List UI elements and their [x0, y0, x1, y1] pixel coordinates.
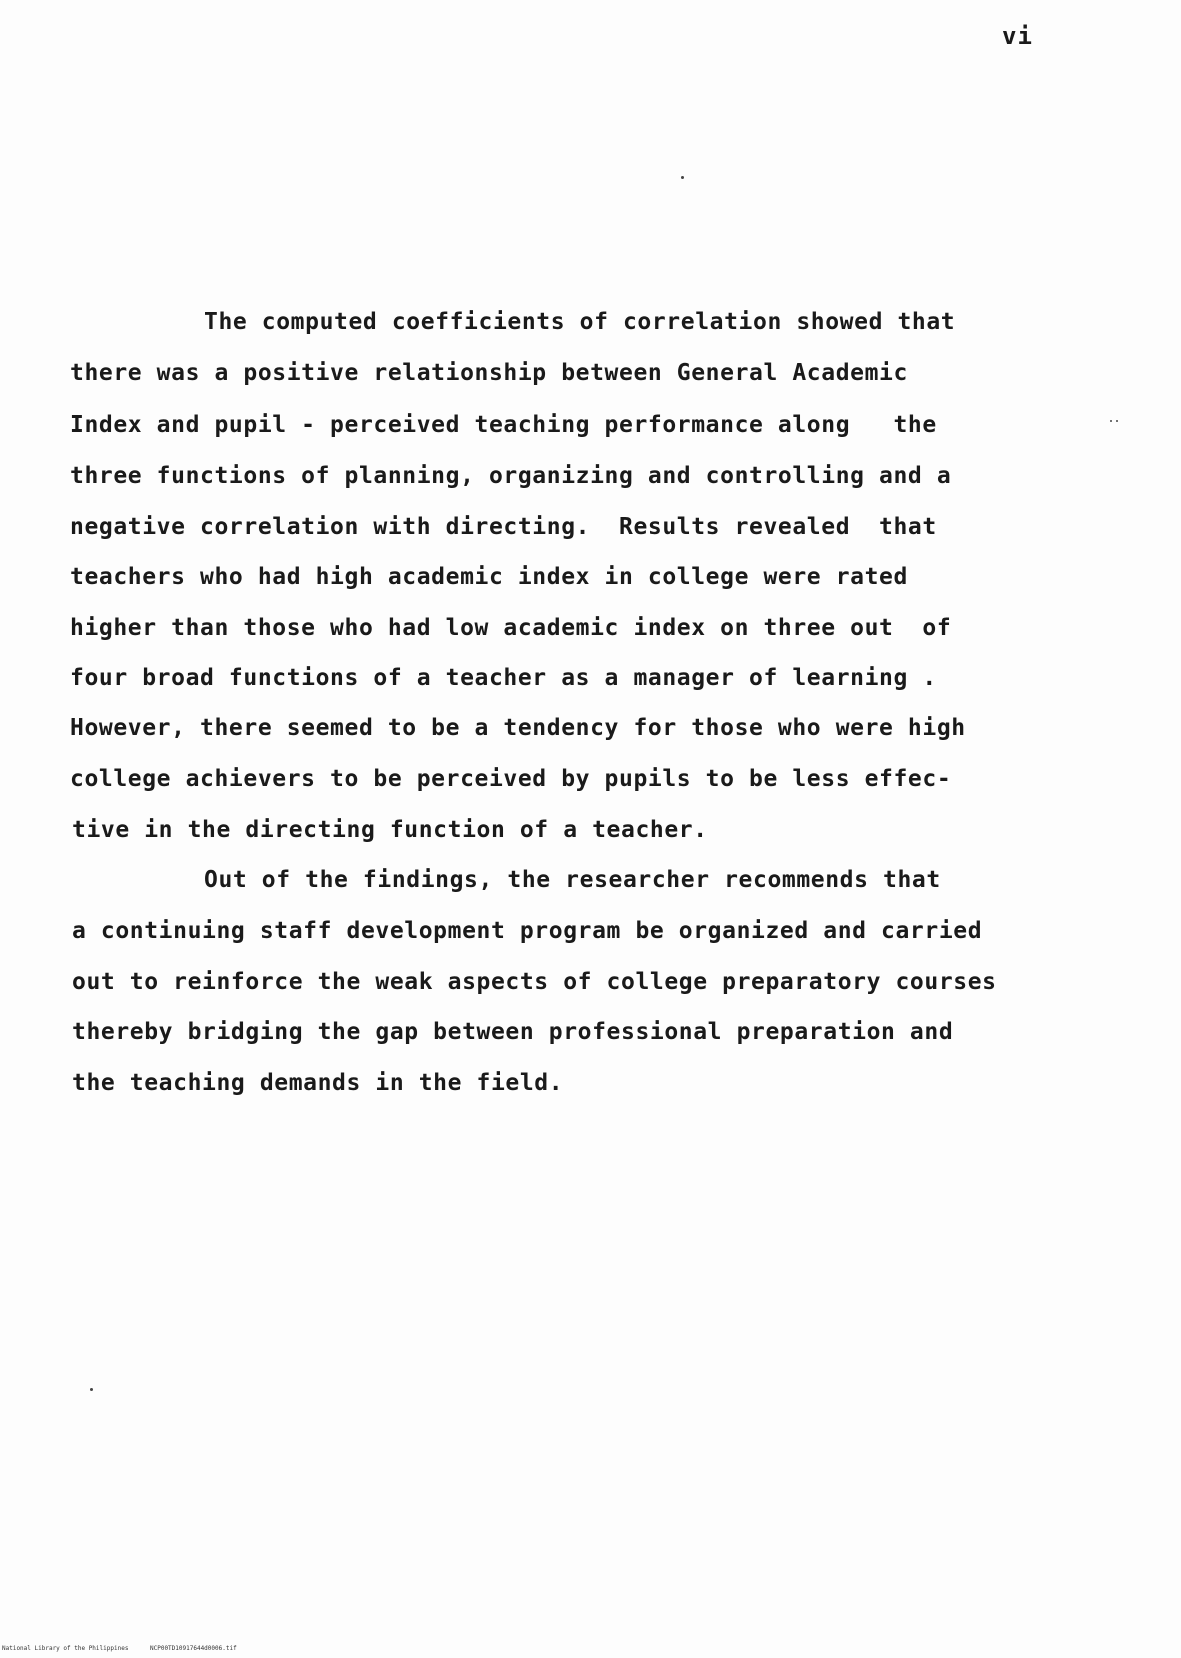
paragraph-line: a continuing staff development program be organized and carried	[72, 918, 983, 944]
paragraph-line: However, there seemed to be a tendency for those who were high	[70, 715, 966, 741]
scan-speck	[90, 1388, 93, 1391]
footer-file-id: NCP00TD10917644d0006.tif	[150, 1645, 237, 1652]
paragraph-line: three functions of planning, organizing and controlling and a	[70, 463, 952, 489]
paragraph-line: there was a positive relationship between General Academic	[70, 360, 908, 386]
scan-speck	[1116, 420, 1118, 422]
scan-speck	[681, 176, 684, 179]
paragraph-line: negative correlation with directing. Results revealed that	[70, 514, 937, 540]
footer-library-credit: National Library of the Philippines	[2, 1645, 129, 1652]
paragraph-line: four broad functions of a teacher as a manager of learning .	[70, 665, 937, 691]
paragraph-line: Index and pupil - perceived teaching performance along the	[70, 412, 937, 438]
paragraph-line: thereby bridging the gap between professional preparation and	[72, 1019, 954, 1045]
page-number: vi	[1002, 22, 1033, 50]
paragraph-line: Out of the findings, the researcher recommends that	[204, 867, 941, 893]
paragraph-line: tive in the directing function of a teacher.	[72, 817, 708, 843]
paragraph-line: out to reinforce the weak aspects of college preparatory courses	[72, 969, 997, 995]
paragraph-line: teachers who had high academic index in college were rated	[70, 564, 908, 590]
paragraph-line: college achievers to be perceived by pupils to be less effec-	[70, 766, 952, 792]
scan-speck	[1110, 420, 1112, 422]
paragraph-line: the teaching demands in the field.	[72, 1070, 564, 1096]
paragraph-line: The computed coefficients of correlation showed that	[204, 309, 956, 335]
paragraph-line: higher than those who had low academic index on three out of	[70, 615, 952, 641]
